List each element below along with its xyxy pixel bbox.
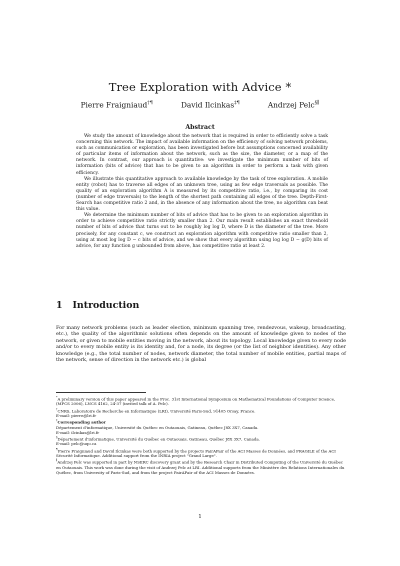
- footnote-text: Département d'informatique, Université du Québec en Outaouais, Gatineau, Québec J8X 3X7, Canada.: [57, 436, 260, 442]
- section-heading: [56, 300, 139, 311]
- footnote: [56, 458, 346, 475]
- footnote-mark: ‡: [56, 418, 58, 423]
- footnotes: [56, 395, 346, 475]
- footnote-text: Andrzej Pelc was supported in part by NSERC discovery grant and by the Research Chair in Distributed Computing of the Université du Québec en Outaouais. This work was done during the visit of Andrzej Pelc at LRI. Additional supports from the Ministère des Relations Internationales du Québec, from University of Paris-Sud, and from the project PairAPair of the ACI Masses de Données.: [56, 459, 345, 475]
- footnote-mark: *: [56, 395, 58, 399]
- footnote-mark: †: [56, 406, 58, 411]
- footnote-text: E-mail: pelc@uqo.ca: [56, 441, 97, 447]
- footnote-rule: [56, 392, 146, 393]
- author-affiliation-marks: ‡¶: [234, 100, 240, 106]
- abstract-heading: Abstract: [185, 124, 215, 131]
- author-list: [0, 100, 400, 109]
- abstract-paragraph: We illustrate this quantitative approach to available knowledge by the task of tree exploration. A mobile entity (robot) has to traverse all edges of an unknown tree, using as few edge traversals as possible. The quality of an exploration algorithm A is measured by its competitive ratio, i.e., by comparing its cost (number of edge traversals) to the length of the shortest path containing all edges of the tree. Depth-First-Search has competitive ratio 2 and, in the absence of any information about the tree, no algorithm can beat this value.: [76, 176, 328, 213]
- footnote-text: CNRS, Laboratoire de Recherche en Informatique (LRI), Université Paris-Sud, 91405 Orsay, France.: [57, 407, 256, 413]
- author-2: [181, 100, 240, 109]
- author-name: Andrzej Pelc: [267, 100, 315, 110]
- footnote-mark: ¶: [56, 446, 58, 451]
- footnote-text: E-mail: pierre@lri.fr: [56, 413, 97, 419]
- footnote: [56, 447, 346, 459]
- author-affiliation-marks: †¶: [147, 100, 153, 106]
- intro-paragraph: For many network problems (such as leader election, minimum spanning tree, rendezvous, wakeup, broadcasting, etc.), the quality of the algorithmic solutions often depends on the amount of knowledge given to nodes of the network, or given to mobile entities moving in the network, about its topology. Local knowledge given to every node and/or to every mobile entity is its identity and, for a node, its degree (or the list of neighbor identities). Any other knowledge (e.g., the total number of nodes, network diameter, the total number of mobile entities, partial maps of the network, sense of direction in the network etc.) is global: [56, 325, 346, 364]
- author-3: [268, 100, 320, 109]
- author-1: [81, 100, 153, 109]
- intro-body: [56, 325, 346, 364]
- abstract-body: [76, 134, 328, 250]
- footnote-mark: ∥: [56, 458, 58, 463]
- author-name: David Ilcinkas: [180, 100, 235, 110]
- section-title: Introduction: [72, 300, 140, 311]
- abstract-paragraph: We determine the minimum number of bits of advice that has to be given to an exploration algorithm in order to achieve competitive ratio strictly smaller than 2. Our main result establishes an exact threshold number of bits of advice that turns out to be roughly log log D, where D is the diameter of the tree. More precisely, for any constant c, we construct an exploration algorithm with competitive ratio smaller than 2, using at most log log D − c bits of advice, and we show that every algorithm using log log D − g(D) bits of advice, for any function g unbounded from above, has competitive ratio at least 2.: [76, 213, 328, 249]
- section-number: 1: [56, 300, 63, 311]
- page-number: 1: [198, 514, 202, 520]
- author-affiliation-marks: §∥: [314, 100, 320, 106]
- footnote: [56, 395, 346, 407]
- paper-title: Tree Exploration with Advice *: [108, 80, 292, 94]
- author-name: Pierre Fraigniaud: [80, 100, 148, 110]
- footnote-text: Département d'informatique, Université du Québec en Outaouais, Gatineau, Québec J8X 3X7, Canada.: [56, 424, 259, 430]
- abstract-paragraph: We study the amount of knowledge about the network that is required in order to efficiently solve a task concerning this network. The impact of available information on the efficiency of solving network problems, such as communication or exploration, has been investigated before but assumptions concerned availability of particular items of information about the network, such as the size, the diameter, or a map of the network. In contrast, our approach is quantitative: we investigate the minimum number of bits of information (bits of advice) that has to be given to an algorithm in order to perform a task with given efficiency.: [76, 134, 328, 176]
- footnote-text: Corresponding author: [57, 419, 106, 425]
- footnote-text: A preliminary version of this paper appeared in the Proc. 31st International Symposium on Mathematical Foundations of Computer Science, (MFCS 2006), LNCS 4162, 24-37 (invited talk of A. Pelc).: [56, 396, 336, 407]
- footnote-text: Pierre Fraigniaud and David Ilcinkas were both supported by the projects PairAPair of the ACI Masses de Données, and FRAGILE of the ACI Sécurité Informatique. Additional support from the INRIA project "Grand Large".: [56, 447, 336, 459]
- footnote-mark: §: [56, 434, 58, 439]
- footnote-text: E-mail: ilcinkas@lri.fr: [56, 429, 100, 435]
